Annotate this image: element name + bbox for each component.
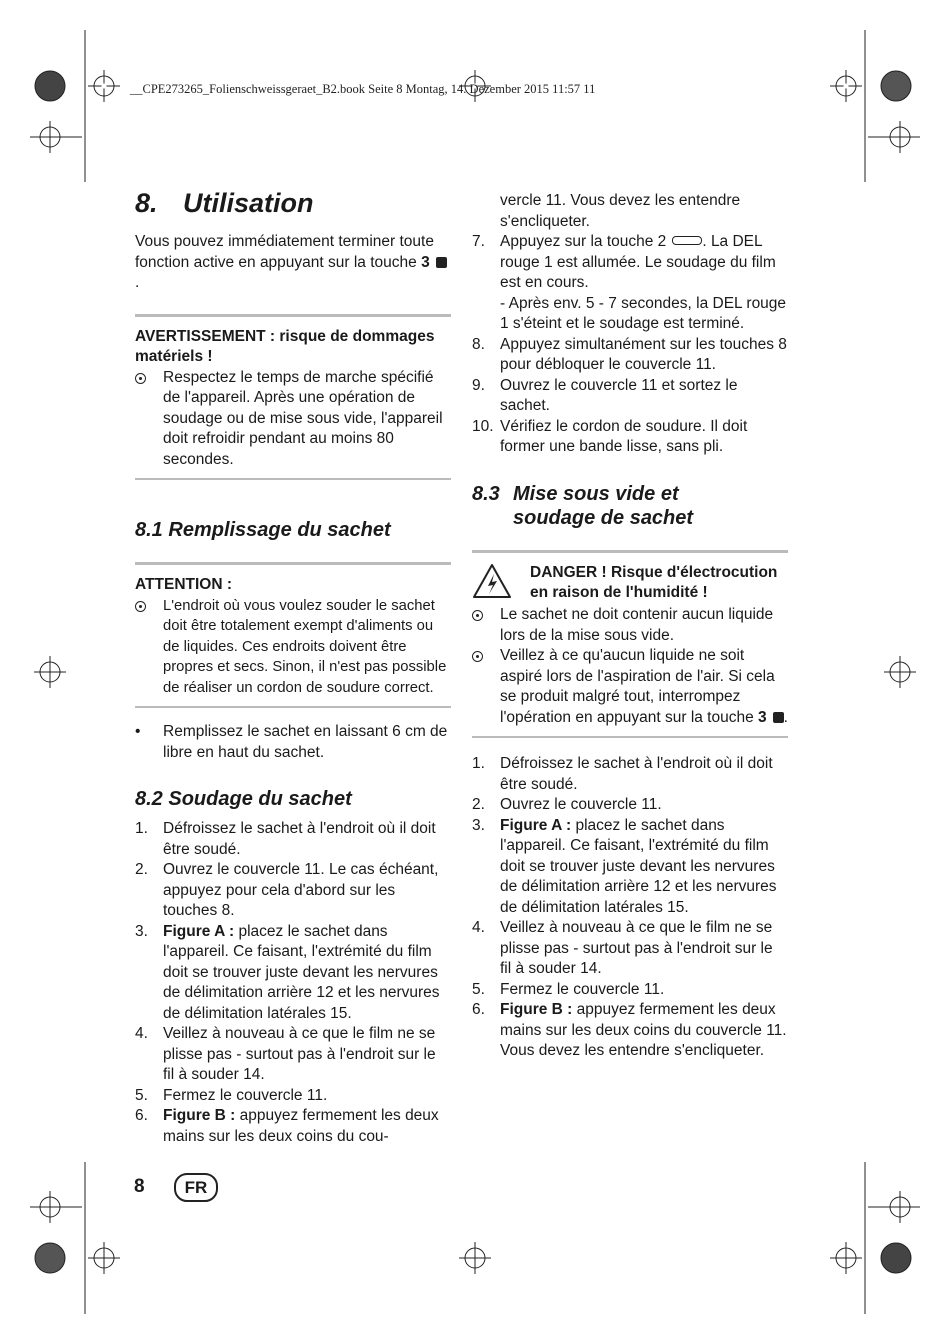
list-item: 4. Veillez à nouveau à ce que le film ne se plisse pas - surtout pas à l'endroit sur le fil à souder 14. [135,1025,436,1083]
section-number: 8. [135,188,158,218]
danger-item: Veillez à ce qu'aucun liquide ne soit aspiré lors de l'aspiration de l'air. Si cela se produit malgré tout, interrompez l'opération en appuyant sur la touche 3 . [472,646,788,728]
stop-key-icon [436,257,447,268]
section-8-3-heading: 8.3 Mise sous vide et soudage de sachet [472,482,694,529]
attention-title: ATTENTION : [135,576,233,593]
attention-box [135,562,451,708]
stop-key-icon [773,712,784,723]
welding-steps-list [135,819,451,1147]
attention-item: L'endroit où vous voulez souder le sachet doit être totalement exempt d'aliments ou de liquides. Ces endroits doivent être propres et secs. Sinon, il n'est pas possible de réaliser un cordon de soudure correct. [135,596,451,699]
list-item: 4. Veillez à nouveau à ce que le film ne se plisse pas - surtout pas à l'endroit sur le fil à souder 14. [472,919,773,977]
section-8-1-heading: 8.1 Remplissage du sachet [135,519,391,541]
list-item: 6. Figure B : appuyez fermement les deux mains sur les deux coins du cou- [135,1107,439,1145]
list-item: 3. Figure A : placez le sachet dans l'appareil. Ce faisant, l'extrémité du film doit se trouver juste devant les nervures de délimitation arrière 12 et les nervures de délimitation latérales 15. [472,816,777,916]
list-item: 5. Fermez le couvercle 11. [472,980,665,998]
section-8-2-heading: 8.2 Soudage du sachet [135,788,352,810]
warning-box [135,314,451,481]
print-header: __CPE273265_Folienschweissgeraet_B2.book Seite 8 Montag, 14. Dezember 2015 11:57 11 [130,82,596,96]
fill-bullet: • Remplissez le sachet en laissant 6 cm de libre en haut du sachet. [135,722,451,763]
section-8-intro: Vous pouvez immédiatement terminer toute fonction active en appuyant sur la touche 3. [135,232,451,294]
bullet-circle-icon [135,373,146,384]
page-number: 8 [134,1176,145,1197]
list-item: vercle 11. Vous devez les entendre s'encliqueter. [500,192,741,230]
seal-key-icon [672,236,702,245]
warning-title: AVERTISSEMENT : risque de dommages matériels ! [135,327,435,365]
list-item: 6. Figure B : appuyez fermement les deux mains sur les deux coins du couvercle 11. Vous devez les entendre s'encliqueter. [472,1001,787,1059]
list-item: 1. Défroissez le sachet à l'endroit où il doit être soudé. [135,820,436,858]
left-column [135,186,451,1147]
continued-steps-list [472,191,788,458]
bullet-circle-icon [472,651,483,662]
list-item: 10. Vérifiez le cordon de soudure. Il doit former une bande lisse, sans pli. [472,417,748,455]
danger-title: DANGER ! Risque d'électrocution en raison de l'humidité ! [530,563,778,601]
list-item: 7. Appuyez sur la touche 2 . La DEL rouge 1 est allumée. Le soudage du film est en cours. [472,233,776,291]
list-item: 3. Figure A : placez le sachet dans l'appareil. Ce faisant, l'extrémité du film doit se trouver juste devant les nervures de délimitation arrière 12 et les nervures de délimitation latérales 15. [135,922,440,1022]
right-column [472,191,788,1062]
bullet-circle-icon [135,601,146,612]
section-title: Utilisation [183,188,314,218]
language-badge: FR [174,1173,218,1202]
danger-header [472,563,788,606]
section-8-heading [135,186,451,220]
list-item: 1. Défroissez le sachet à l'endroit où il doit être soudé. [472,755,773,793]
bullet-circle-icon [472,610,483,621]
list-item: 8. Appuyez simultanément sur les touches 8 pour débloquer le couvercle 11. [472,335,787,373]
list-item: 2. Ouvrez le couvercle 11. [472,796,662,813]
list-item: 5. Fermez le couvercle 11. [135,1086,328,1104]
danger-box [472,550,788,739]
bullet-dot-icon: • [135,723,141,740]
electric-hazard-icon [472,563,512,599]
warning-item: Respectez le temps de marche spécifié de l'appareil. Après une opération de soudage ou de mise sous vide, l'appareil doit refroidir pendant au moins 80 secondes. [135,368,451,471]
vacuum-steps-list [472,754,788,1062]
list-item: - Après env. 5 - 7 secondes, la DEL rouge 1 s'éteint et le soudage est terminé. [500,294,787,332]
list-item: 9. Ouvrez le couvercle 11 et sortez le sachet. [472,376,738,414]
list-item: 2. Ouvrez le couvercle 11. Le cas échéant, appuyez pour cela d'abord sur les touches 8. [135,861,439,919]
danger-item: Le sachet ne doit contenir aucun liquide lors de la mise sous vide. [472,605,788,646]
